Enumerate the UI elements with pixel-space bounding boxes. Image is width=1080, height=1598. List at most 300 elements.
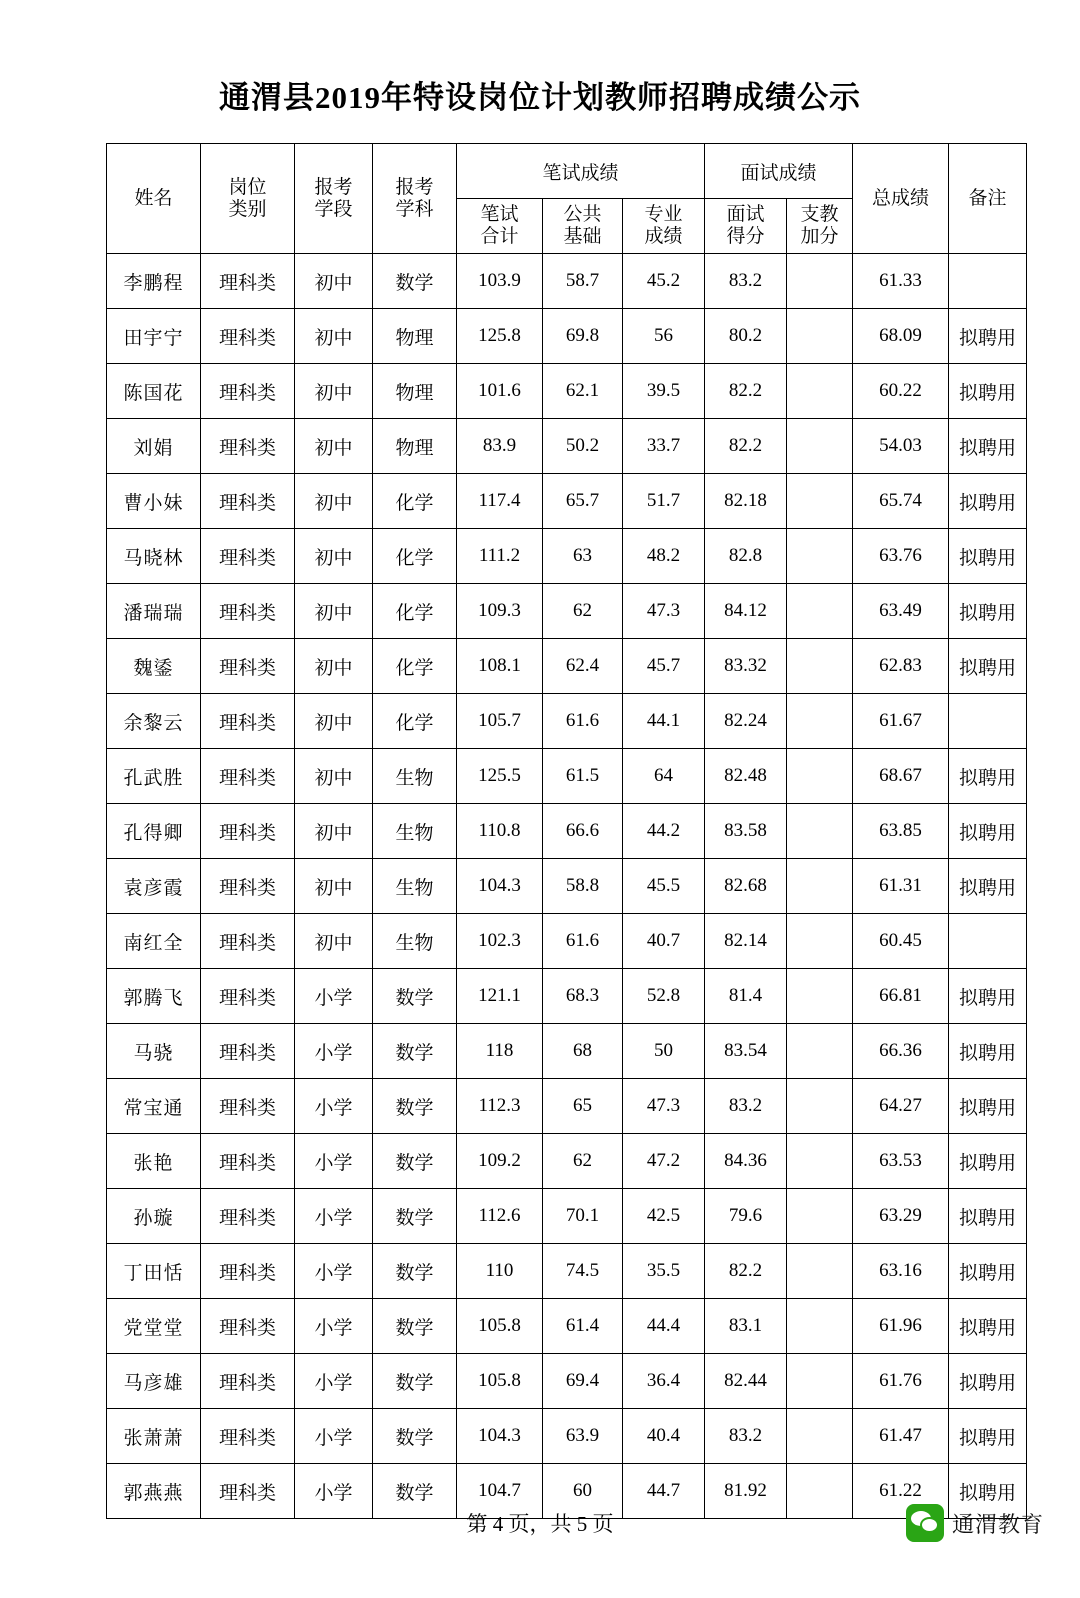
cell-interview-score: 83.54 — [705, 1024, 787, 1079]
cell-subject: 数学 — [373, 1024, 457, 1079]
cell-name: 田宇宁 — [107, 309, 201, 364]
header-subject-line2: 学科 — [395, 198, 434, 220]
cell-name: 马彦雄 — [107, 1354, 201, 1409]
cell-written-total: 112.3 — [457, 1079, 543, 1134]
cell-professional: 45.7 — [623, 639, 705, 694]
cell-name: 郭燕燕 — [107, 1464, 201, 1519]
cell-name: 张萧萧 — [107, 1409, 201, 1464]
cell-interview-score: 82.48 — [705, 749, 787, 804]
cell-subject: 物理 — [373, 364, 457, 419]
table-row — [107, 1134, 1027, 1189]
cell-name: 曹小妹 — [107, 474, 201, 529]
cell-final-total: 61.22 — [853, 1464, 949, 1519]
cell-written-total: 105.7 — [457, 694, 543, 749]
cell-teaching-bonus — [787, 1079, 853, 1134]
cell-note: 拟聘用 — [949, 364, 1027, 419]
cell-stage: 初中 — [295, 859, 373, 914]
cell-subject: 生物 — [373, 914, 457, 969]
cell-interview-score: 83.32 — [705, 639, 787, 694]
cell-subject: 物理 — [373, 419, 457, 474]
header-written-total-line1: 笔试 — [480, 204, 519, 226]
cell-name: 陈国花 — [107, 364, 201, 419]
cell-category: 理科类 — [201, 1189, 295, 1244]
cell-note: 拟聘用 — [949, 749, 1027, 804]
cell-final-total: 63.29 — [853, 1189, 949, 1244]
cell-stage: 小学 — [295, 1244, 373, 1299]
cell-stage: 初中 — [295, 529, 373, 584]
cell-stage: 初中 — [295, 309, 373, 364]
cell-subject: 生物 — [373, 749, 457, 804]
cell-stage: 小学 — [295, 1464, 373, 1519]
cell-public-basic: 69.4 — [543, 1354, 623, 1409]
cell-note: 拟聘用 — [949, 1024, 1027, 1079]
table-row — [107, 364, 1027, 419]
cell-public-basic: 68.3 — [543, 969, 623, 1024]
cell-interview-score: 82.68 — [705, 859, 787, 914]
cell-teaching-bonus — [787, 859, 853, 914]
cell-teaching-bonus — [787, 1024, 853, 1079]
cell-final-total: 61.47 — [853, 1409, 949, 1464]
table-row — [107, 804, 1027, 859]
cell-note: 拟聘用 — [949, 1354, 1027, 1409]
cell-final-total: 63.16 — [853, 1244, 949, 1299]
cell-category: 理科类 — [201, 309, 295, 364]
table-row — [107, 1354, 1027, 1409]
cell-professional: 47.2 — [623, 1134, 705, 1189]
cell-name: 李鹏程 — [107, 254, 201, 309]
cell-public-basic: 62 — [543, 1134, 623, 1189]
cell-category: 理科类 — [201, 254, 295, 309]
cell-professional: 51.7 — [623, 474, 705, 529]
page-footer — [0, 1504, 1080, 1564]
cell-public-basic: 65.7 — [543, 474, 623, 529]
cell-public-basic: 50.2 — [543, 419, 623, 474]
cell-public-basic: 61.6 — [543, 914, 623, 969]
cell-teaching-bonus — [787, 1354, 853, 1409]
cell-note: 拟聘用 — [949, 529, 1027, 584]
cell-teaching-bonus — [787, 309, 853, 364]
cell-name: 孔得卿 — [107, 804, 201, 859]
page-number: 第 4 页，共 5 页 — [466, 1512, 614, 1536]
cell-teaching-bonus — [787, 1244, 853, 1299]
cell-final-total: 68.09 — [853, 309, 949, 364]
cell-subject: 生物 — [373, 804, 457, 859]
table-row — [107, 969, 1027, 1024]
cell-written-total: 110 — [457, 1244, 543, 1299]
cell-interview-score: 82.24 — [705, 694, 787, 749]
cell-final-total: 63.53 — [853, 1134, 949, 1189]
cell-interview-score: 82.18 — [705, 474, 787, 529]
header-interview-score — [705, 199, 787, 254]
cell-note: 拟聘用 — [949, 309, 1027, 364]
cell-stage: 小学 — [295, 1189, 373, 1244]
cell-written-total: 101.6 — [457, 364, 543, 419]
table-row — [107, 584, 1027, 639]
cell-written-total: 104.3 — [457, 859, 543, 914]
cell-written-total: 110.8 — [457, 804, 543, 859]
cell-final-total: 63.76 — [853, 529, 949, 584]
cell-professional: 33.7 — [623, 419, 705, 474]
cell-category: 理科类 — [201, 1079, 295, 1134]
header-public-basic-line1: 公共 — [563, 204, 602, 226]
cell-teaching-bonus — [787, 694, 853, 749]
table-row — [107, 749, 1027, 804]
cell-teaching-bonus — [787, 419, 853, 474]
cell-note — [949, 914, 1027, 969]
cell-interview-score: 82.14 — [705, 914, 787, 969]
cell-teaching-bonus — [787, 474, 853, 529]
cell-note: 拟聘用 — [949, 1244, 1027, 1299]
cell-teaching-bonus — [787, 639, 853, 694]
cell-professional: 64 — [623, 749, 705, 804]
cell-category: 理科类 — [201, 749, 295, 804]
cell-interview-score: 83.2 — [705, 254, 787, 309]
cell-teaching-bonus — [787, 584, 853, 639]
cell-public-basic: 65 — [543, 1079, 623, 1134]
cell-final-total: 60.22 — [853, 364, 949, 419]
cell-subject: 数学 — [373, 254, 457, 309]
cell-professional: 35.5 — [623, 1244, 705, 1299]
cell-stage: 初中 — [295, 584, 373, 639]
cell-final-total: 61.96 — [853, 1299, 949, 1354]
cell-note — [949, 694, 1027, 749]
cell-interview-score: 84.12 — [705, 584, 787, 639]
header-public-basic — [543, 199, 623, 254]
cell-note: 拟聘用 — [949, 584, 1027, 639]
cell-professional: 44.2 — [623, 804, 705, 859]
cell-professional: 44.7 — [623, 1464, 705, 1519]
cell-public-basic: 60 — [543, 1464, 623, 1519]
grades-table-wrapper — [106, 143, 1017, 1519]
table-header — [107, 144, 1027, 254]
cell-category: 理科类 — [201, 1409, 295, 1464]
header-stage — [295, 144, 373, 254]
cell-subject: 数学 — [373, 969, 457, 1024]
cell-note: 拟聘用 — [949, 1409, 1027, 1464]
cell-subject: 化学 — [373, 474, 457, 529]
cell-category: 理科类 — [201, 1134, 295, 1189]
cell-note — [949, 254, 1027, 309]
cell-interview-score: 81.4 — [705, 969, 787, 1024]
cell-interview-score: 83.58 — [705, 804, 787, 859]
cell-subject: 数学 — [373, 1134, 457, 1189]
cell-note: 拟聘用 — [949, 639, 1027, 694]
cell-professional: 45.5 — [623, 859, 705, 914]
cell-category: 理科类 — [201, 474, 295, 529]
header-written-total — [457, 199, 543, 254]
table-row — [107, 419, 1027, 474]
header-category — [201, 144, 295, 254]
cell-professional: 52.8 — [623, 969, 705, 1024]
cell-name: 南红全 — [107, 914, 201, 969]
cell-written-total: 102.3 — [457, 914, 543, 969]
table-row — [107, 254, 1027, 309]
cell-professional: 50 — [623, 1024, 705, 1079]
cell-written-total: 125.5 — [457, 749, 543, 804]
cell-public-basic: 58.7 — [543, 254, 623, 309]
cell-interview-score: 82.44 — [705, 1354, 787, 1409]
cell-teaching-bonus — [787, 1299, 853, 1354]
cell-subject: 化学 — [373, 639, 457, 694]
cell-interview-score: 83.1 — [705, 1299, 787, 1354]
cell-professional: 42.5 — [623, 1189, 705, 1244]
cell-public-basic: 69.8 — [543, 309, 623, 364]
cell-final-total: 61.33 — [853, 254, 949, 309]
cell-final-total: 66.81 — [853, 969, 949, 1024]
cell-written-total: 108.1 — [457, 639, 543, 694]
cell-category: 理科类 — [201, 364, 295, 419]
cell-public-basic: 61.5 — [543, 749, 623, 804]
cell-note: 拟聘用 — [949, 804, 1027, 859]
cell-interview-score: 82.2 — [705, 1244, 787, 1299]
cell-stage: 初中 — [295, 419, 373, 474]
cell-name: 余黎云 — [107, 694, 201, 749]
cell-category: 理科类 — [201, 694, 295, 749]
cell-written-total: 118 — [457, 1024, 543, 1079]
cell-note: 拟聘用 — [949, 859, 1027, 914]
cell-category: 理科类 — [201, 914, 295, 969]
cell-professional: 39.5 — [623, 364, 705, 419]
cell-professional: 47.3 — [623, 584, 705, 639]
cell-final-total: 65.74 — [853, 474, 949, 529]
cell-professional: 47.3 — [623, 1079, 705, 1134]
cell-written-total: 83.9 — [457, 419, 543, 474]
cell-category: 理科类 — [201, 1024, 295, 1079]
cell-final-total: 62.83 — [853, 639, 949, 694]
cell-name: 常宝通 — [107, 1079, 201, 1134]
cell-interview-score: 82.2 — [705, 364, 787, 419]
cell-teaching-bonus — [787, 529, 853, 584]
cell-public-basic: 62.1 — [543, 364, 623, 419]
cell-teaching-bonus — [787, 254, 853, 309]
cell-public-basic: 74.5 — [543, 1244, 623, 1299]
cell-name: 袁彦霞 — [107, 859, 201, 914]
header-professional — [623, 199, 705, 254]
cell-name: 刘娟 — [107, 419, 201, 474]
cell-subject: 物理 — [373, 309, 457, 364]
cell-subject: 数学 — [373, 1189, 457, 1244]
cell-category: 理科类 — [201, 419, 295, 474]
cell-subject: 数学 — [373, 1244, 457, 1299]
cell-interview-score: 83.2 — [705, 1409, 787, 1464]
cell-public-basic: 61.6 — [543, 694, 623, 749]
cell-interview-score: 80.2 — [705, 309, 787, 364]
cell-stage: 初中 — [295, 694, 373, 749]
header-subject-line1: 报考 — [395, 176, 434, 198]
header-subject — [373, 144, 457, 254]
header-interview-score-line2: 得分 — [726, 226, 765, 247]
wechat-badge — [906, 1504, 1044, 1542]
header-stage-line2: 学段 — [314, 198, 353, 220]
table-row — [107, 1244, 1027, 1299]
cell-public-basic: 62.4 — [543, 639, 623, 694]
cell-written-total: 103.9 — [457, 254, 543, 309]
cell-category: 理科类 — [201, 1464, 295, 1519]
cell-subject: 化学 — [373, 584, 457, 639]
wechat-icon — [906, 1504, 944, 1542]
cell-written-total: 117.4 — [457, 474, 543, 529]
cell-subject: 生物 — [373, 859, 457, 914]
cell-name: 马骁 — [107, 1024, 201, 1079]
cell-stage: 初中 — [295, 804, 373, 859]
cell-teaching-bonus — [787, 1134, 853, 1189]
cell-category: 理科类 — [201, 639, 295, 694]
cell-professional: 48.2 — [623, 529, 705, 584]
header-category-line1: 岗位 — [228, 176, 267, 198]
cell-written-total: 105.8 — [457, 1299, 543, 1354]
cell-note: 拟聘用 — [949, 1134, 1027, 1189]
table-row — [107, 694, 1027, 749]
cell-note: 拟聘用 — [949, 1189, 1027, 1244]
cell-final-total: 61.76 — [853, 1354, 949, 1409]
cell-note: 拟聘用 — [949, 419, 1027, 474]
cell-name: 孙璇 — [107, 1189, 201, 1244]
cell-stage: 小学 — [295, 1079, 373, 1134]
cell-written-total: 121.1 — [457, 969, 543, 1024]
cell-category: 理科类 — [201, 1299, 295, 1354]
cell-stage: 小学 — [295, 1024, 373, 1079]
cell-final-total: 66.36 — [853, 1024, 949, 1079]
cell-stage: 初中 — [295, 914, 373, 969]
cell-final-total: 63.49 — [853, 584, 949, 639]
cell-teaching-bonus — [787, 1409, 853, 1464]
table-row — [107, 1189, 1027, 1244]
cell-final-total: 64.27 — [853, 1079, 949, 1134]
cell-name: 郭腾飞 — [107, 969, 201, 1024]
cell-public-basic: 62 — [543, 584, 623, 639]
cell-category: 理科类 — [201, 1244, 295, 1299]
header-note: 备注 — [949, 144, 1027, 254]
cell-stage: 小学 — [295, 1134, 373, 1189]
table-row — [107, 1299, 1027, 1354]
cell-stage: 初中 — [295, 749, 373, 804]
cell-public-basic: 63 — [543, 529, 623, 584]
table-row — [107, 474, 1027, 529]
cell-name: 丁田恬 — [107, 1244, 201, 1299]
header-group-written: 笔试成绩 — [457, 144, 705, 199]
cell-public-basic: 70.1 — [543, 1189, 623, 1244]
header-category-line2: 类别 — [228, 198, 267, 220]
cell-professional: 40.7 — [623, 914, 705, 969]
cell-professional: 45.2 — [623, 254, 705, 309]
table-row — [107, 1409, 1027, 1464]
cell-teaching-bonus — [787, 969, 853, 1024]
table-row — [107, 1079, 1027, 1134]
cell-public-basic: 58.8 — [543, 859, 623, 914]
cell-subject: 化学 — [373, 694, 457, 749]
cell-teaching-bonus — [787, 364, 853, 419]
cell-public-basic: 68 — [543, 1024, 623, 1079]
cell-category: 理科类 — [201, 859, 295, 914]
cell-professional: 44.4 — [623, 1299, 705, 1354]
header-teaching-bonus — [787, 199, 853, 254]
cell-name: 魏鋈 — [107, 639, 201, 694]
wechat-account-name: 通渭教育 — [951, 1511, 1044, 1537]
table-body — [107, 254, 1027, 1519]
cell-stage: 小学 — [295, 1409, 373, 1464]
cell-note: 拟聘用 — [949, 474, 1027, 529]
cell-category: 理科类 — [201, 529, 295, 584]
cell-stage: 初中 — [295, 364, 373, 419]
header-interview-score-line1: 面试 — [726, 204, 765, 226]
grades-table — [106, 143, 1027, 1519]
cell-subject: 数学 — [373, 1079, 457, 1134]
cell-written-total: 104.7 — [457, 1464, 543, 1519]
cell-written-total: 112.6 — [457, 1189, 543, 1244]
header-name: 姓名 — [107, 144, 201, 254]
cell-note: 拟聘用 — [949, 1299, 1027, 1354]
table-row — [107, 859, 1027, 914]
cell-interview-score: 79.6 — [705, 1189, 787, 1244]
cell-final-total: 68.67 — [853, 749, 949, 804]
header-teaching-bonus-line2: 加分 — [800, 226, 839, 247]
cell-professional: 40.4 — [623, 1409, 705, 1464]
cell-name: 党堂堂 — [107, 1299, 201, 1354]
header-professional-line2: 成绩 — [644, 226, 683, 247]
table-row — [107, 639, 1027, 694]
table-row — [107, 1024, 1027, 1079]
cell-written-total: 104.3 — [457, 1409, 543, 1464]
cell-written-total: 109.3 — [457, 584, 543, 639]
cell-final-total: 63.85 — [853, 804, 949, 859]
cell-final-total: 60.45 — [853, 914, 949, 969]
cell-final-total: 61.31 — [853, 859, 949, 914]
cell-subject: 数学 — [373, 1354, 457, 1409]
cell-final-total: 54.03 — [853, 419, 949, 474]
cell-subject: 数学 — [373, 1464, 457, 1519]
cell-written-total: 111.2 — [457, 529, 543, 584]
cell-note: 拟聘用 — [949, 1079, 1027, 1134]
cell-name: 马晓林 — [107, 529, 201, 584]
cell-stage: 初中 — [295, 474, 373, 529]
cell-written-total: 109.2 — [457, 1134, 543, 1189]
page-title: 通渭县2019年特设岗位计划教师招聘成绩公示 — [219, 80, 861, 115]
cell-professional: 56 — [623, 309, 705, 364]
cell-name: 孔武胜 — [107, 749, 201, 804]
header-professional-line1: 专业 — [644, 204, 683, 226]
cell-interview-score: 83.2 — [705, 1079, 787, 1134]
cell-interview-score: 84.36 — [705, 1134, 787, 1189]
cell-interview-score: 81.92 — [705, 1464, 787, 1519]
cell-name: 张艳 — [107, 1134, 201, 1189]
header-group-interview: 面试成绩 — [705, 144, 853, 199]
header-stage-line1: 报考 — [314, 176, 353, 198]
cell-teaching-bonus — [787, 804, 853, 859]
header-teaching-bonus-line1: 支教 — [800, 204, 839, 226]
cell-teaching-bonus — [787, 749, 853, 804]
cell-interview-score: 82.8 — [705, 529, 787, 584]
document-page — [0, 72, 1080, 1598]
header-public-basic-line2: 基础 — [563, 226, 602, 247]
cell-subject: 数学 — [373, 1299, 457, 1354]
cell-professional: 44.1 — [623, 694, 705, 749]
table-row — [107, 309, 1027, 364]
cell-written-total: 125.8 — [457, 309, 543, 364]
cell-note: 拟聘用 — [949, 1464, 1027, 1519]
cell-written-total: 105.8 — [457, 1354, 543, 1409]
cell-category: 理科类 — [201, 969, 295, 1024]
header-written-total-line2: 合计 — [480, 226, 519, 247]
cell-public-basic: 63.9 — [543, 1409, 623, 1464]
cell-subject: 化学 — [373, 529, 457, 584]
cell-category: 理科类 — [201, 584, 295, 639]
cell-stage: 小学 — [295, 969, 373, 1024]
table-row — [107, 529, 1027, 584]
cell-final-total: 61.67 — [853, 694, 949, 749]
cell-teaching-bonus — [787, 1189, 853, 1244]
cell-public-basic: 61.4 — [543, 1299, 623, 1354]
header-row-groups — [107, 144, 1027, 199]
